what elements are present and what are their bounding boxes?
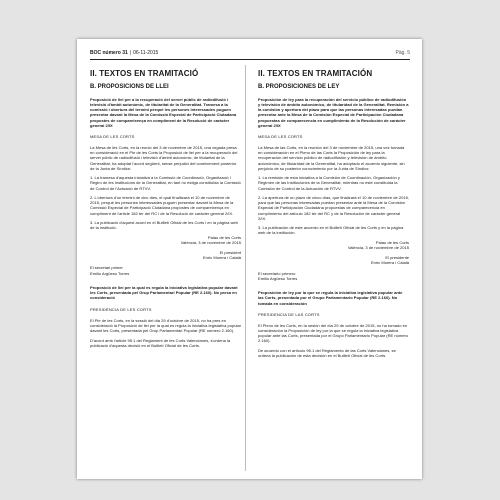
- left-column: [90, 69, 241, 471]
- paragraph: La Mesa de les Corts, en la reunió del 3 de novembre de 2015, una vegada presa en consideració en el Ple de les Corts la Proposició de llei per a la recuperació del servei públic de radiodifusió i televisió d'àmbit autonòmic, de titularitat de la Generalitat, ha adoptat l'acord següent, sense perjudici del coneixement posterior de la Junta de Síndics:: [90, 145, 238, 171]
- initiative-title: Proposició de llei per la qual es regula la iniciativa legislativa popular davant les Corts, presentada pel Grup Parlamentari Popular (RE 2.160). No presa en consideració: [90, 285, 238, 301]
- secretary-name: Emilio Argüeso Torres: [90, 270, 130, 276]
- document-page: [77, 39, 422, 479]
- initiative-title: Proposición de ley para la recuperación del servicio público de radiodifusión y televisión de ámbito autonómico, de titularidad de la Generalitat. Remisión a la comisión y apertura del plazo para que las personas interesadas puedan presentar ante la Mesa de la Comisión Especial de Participación Ciudadana propuestas de comparecencia en cumplimiento de la Resolución de carácter general 2/IX: [258, 97, 409, 128]
- paragraph: 2. L'obertura d'un termini de cinc dies, el qual finalitzarà el 10 de novembre de 2015, perquè les persones interessades puguen presentar davant la Mesa de la Comissió Especial de Participació Ciutadana propostes de compareixença en compliment de l'article 182 ter del RC i de la Resolució de caràcter general 2/IX.: [90, 195, 234, 216]
- column-divider: [245, 65, 246, 471]
- signature-date: València, 3 de noviembre de 2015: [347, 245, 409, 251]
- signature-place: Palau de les Corts: [375, 240, 409, 245]
- president-role: El president: [219, 250, 241, 256]
- paragraph: La Mesa de las Corts, en la reunión del 3 de noviembre de 2015, una vez tomada en consideración en el Pleno de las Corts la Proposición de ley para la recuperación del servicio público de radiodifusión y televisión de ámbito autonómico, de titularidad de la Generalitat, ha adoptado el acuerdo siguiente, sin perjuicio de su posterior conocimiento por la Junta de Síndics:: [258, 145, 405, 171]
- paragraph: El Ple de les Corts, en la sessió del dia 29 d'octubre de 2015, no ha pres en consideració la Proposició de llei per la qual es regula la iniciativa legislativa popular davant les Corts, presentada pel Grup Parlamentari Popular (RE número 2.160).: [90, 317, 241, 334]
- paragraph: D'acord amb l'article 95.1 del Reglament de les Corts Valencianes, s'ordena la publicació d'aquesta decisió en el Butlletí Oficial de les Corts.: [90, 337, 231, 348]
- section-title: II. TEXTOS EN TRAMITACIÓN: [258, 69, 373, 78]
- section-title: II. TEXTOS EN TRAMITACIÓ: [90, 69, 199, 78]
- secretary-role: El secretari primer: [90, 265, 123, 271]
- presidencia-heading: PRESIDENCIA DE LAS CORTS: [258, 311, 320, 317]
- subsection-title: B. PROPOSICIONS DE LLEI: [90, 84, 169, 90]
- president-name: Enric Morera i Català: [370, 260, 409, 266]
- paragraph: 1. La tramesa d'aquesta iniciativa a la Comissió de Coordinació, Organització i Règim de les Institucions de la Generalitat, en tant no estiga constituïda la Comissió de Control de l'Actuació de RTVV.: [90, 175, 241, 191]
- president-name: Enric Morera i Català: [202, 255, 241, 261]
- mesa-heading: MESA DE LES CORTS: [258, 133, 303, 139]
- page-number: Pàg. 5: [395, 50, 410, 56]
- mesa-heading: MESA DE LES CORTS: [90, 133, 135, 139]
- initiative-title: Proposición de ley por la que se regula la iniciativa legislativa popular ante las Corts, presentada por el Grupo Parlamentario Popular (RE 2.160). No tomada en consideración: [258, 290, 403, 306]
- paragraph: 1. La remisión de esta iniciativa a la Comisión de Coordinación, Organización y Régimen de las Instituciones de la Generalitat, mientras no esté constituida la Comisión de Control de la Actuación de RTVV.: [258, 175, 400, 191]
- secretary-role: El secretario primero: [258, 270, 296, 276]
- paragraph: 3. La publicació d'aquest acord en el Butlletí Oficial de les Corts i en la pàgina web de la institució.: [90, 220, 238, 231]
- paragraph: El Pleno de les Corts, en la sesión del día 29 de octubre de 2015, no ha tomado en consideración la Proposición de ley por la que se regula la iniciativa legislativa popular ante las Corts, presentada por el Grupo Parlamentario Popular (RE número 2.160).: [258, 322, 409, 344]
- initiative-title: Proposició de llei per a la recuperació del servei públic de radiodifusió i televisió d'àmbit autonòmic, de titularitat de la Generalitat. Tramesa a la comissió i obertura del termini perquè les persones interessades puguen presentar davant la Mesa de la Comissió Especial de Participació Ciutadana propostes de compareixença en compliment de la Resolució de caràcter general 2/IX: [90, 97, 237, 128]
- signature-place: Palau de les Corts: [207, 234, 241, 240]
- publication-name: BOC número 31: [90, 50, 128, 56]
- page-header: [90, 47, 410, 60]
- paragraph: De acuerdo con el artículo 95.1 del Reglamento de las Corts Valencianes, se ordena la publicación de esta decisión en el Butlletí Oficial de les Corts.: [258, 347, 396, 359]
- header-separator: |: [129, 50, 132, 56]
- president-role: El presidente: [385, 255, 409, 261]
- presidencia-heading: PRESIDÈNCIA DE LES CORTS: [90, 306, 152, 312]
- paragraph: 3. La publicación de este acuerdo en el Butlletí Oficial de les Corts y en la página web de la institución.: [258, 225, 404, 236]
- signature-date: València, 3 de novembre de 2015: [180, 240, 241, 245]
- subsection-title: B. PROPOSICIONES DE LEY: [258, 84, 340, 90]
- right-column: [258, 69, 409, 471]
- secretary-name: Emilio Argüeso Torres: [258, 275, 298, 281]
- publication-date: 06-11-2015: [133, 50, 159, 56]
- paragraph: 2. La apertura de un plazo de cinco días, que finalizará el 10 de noviembre de 2015, para que las personas interesadas puedan presentar ante la Mesa de la Comisión Especial de Participación Ciudadana propuestas de comparecencia en cumplimiento del artículo 182 ter del RC y de la Resolución de carácter general 2/IX.: [258, 195, 409, 221]
